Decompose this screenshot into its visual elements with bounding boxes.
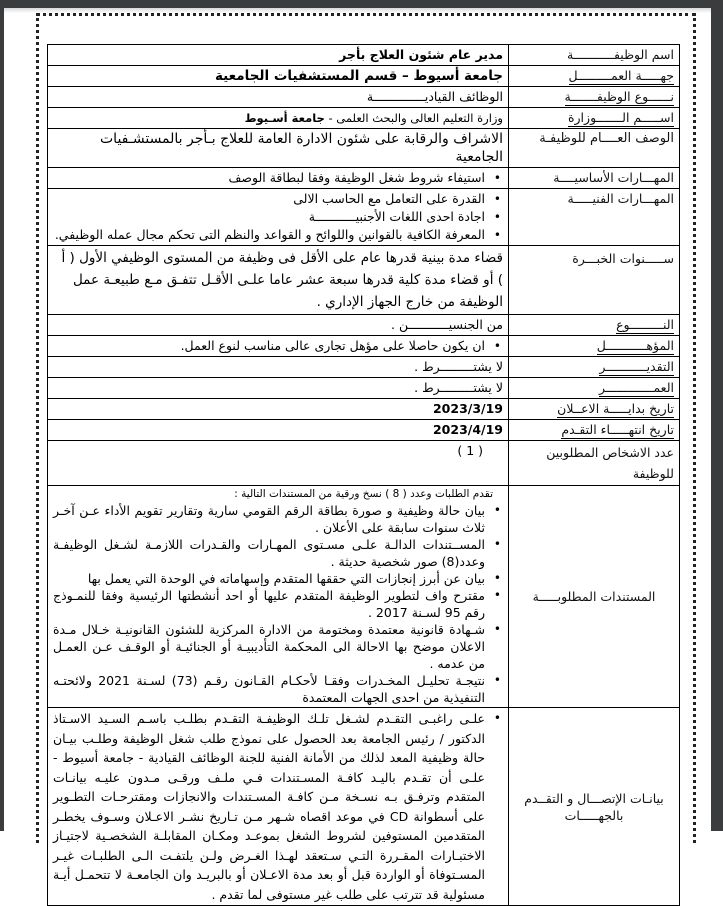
contact-info-value <box>48 708 509 906</box>
age-label-text: العمـــــــــــــر <box>598 380 674 395</box>
gender-label <box>509 315 680 336</box>
viewer-top-bar <box>0 0 723 8</box>
positions-count-value: ( 1 ) <box>48 441 509 486</box>
technical-skills-label: المهـــارات الفنيـــــة <box>509 189 680 246</box>
age-label <box>509 378 680 399</box>
list-item: • نتيجـة تحليـل المخـدرات وفقـا لأحكـام القـانون رقـم (73) لسـنة 2021 ولائحتـه التنفيذية من احدى الجهات المعتمدة <box>53 672 485 706</box>
positions-count-label: عدد الاشخاص المطلوبين للوظيفة <box>509 441 680 486</box>
announcement-start-date: 2023/3/19 <box>48 399 509 420</box>
workplace-label <box>509 66 680 87</box>
contact-info-list <box>53 709 503 904</box>
qualification-value <box>48 336 509 357</box>
row-contact-info <box>48 708 680 906</box>
contact-info-label: بيانـات الإتصـــال و التقــدم بالجهـــــات <box>509 708 680 906</box>
row-workplace <box>48 66 680 87</box>
list-item: • المعرفة الكافية بالقوانين واللوائح و القواعد والنظم التى تحكم مجال عمله الوظيفي. <box>53 226 485 244</box>
job-title-value: مدير عام شئون العلاج بأجر <box>48 45 509 66</box>
grade-value: لا يشتـــــــــرط . <box>48 357 509 378</box>
row-announcement-start <box>48 399 680 420</box>
grade-label-text: التقديـــــــــــر <box>599 359 674 374</box>
row-basic-skills <box>48 168 680 189</box>
ministry-label-text: اســـــم الـــــــوزارة <box>567 110 674 125</box>
list-item: • استيفاء شروط شغل الوظيفة وفقا لبطاقة الوصف <box>53 169 485 187</box>
list-item: • المســتندات الدالـة علـى مسـتوى المهـارات والقـدرات اللازمـة لشـغل الوظيفـة وعدد(8) صور شخصية حديثة . <box>53 536 485 570</box>
row-positions-count <box>48 441 680 486</box>
row-experience <box>48 246 680 315</box>
qualification-label-text: المؤهـــــــــــل <box>596 338 674 353</box>
experience-label: ســـــنوات الخبـــرة <box>509 246 680 315</box>
row-general-description <box>48 129 680 168</box>
application-end-label-text: تاريخ انتهـــــاء التقـدم <box>561 422 674 437</box>
list-item: • مقترح واف لتطوير الوظيفة المتقدم عليها أو احد أنشطتها الرئيسية وفقا للنمـوذج رقم 95 لسـنة 2017 . <box>53 587 485 621</box>
viewer-left-edge <box>0 0 4 831</box>
university-name: جامعة أسـيوط <box>244 111 325 125</box>
basic-skills-list <box>53 169 503 187</box>
application-end-label <box>509 420 680 441</box>
list-item: • علـى راغبـى التقـدم لشـغل تلـك الوظيفـة التقـدم بطلـب باسـم السـيد الاسـتاذ الدكتور / رئيس الجامعة بعد الحصول على نموذج طلب شغل الوظيفة وطلـب بيـان حالة وظيفية المعد لذلك من الأمانة الفنية للجنة الوظائف القيادية - جامعة أسيوط - علـى أن تقـدم باليـد كافـة المسـتندات فـي ملـف ورقـى مـدون عليـه بيانـات المتقدم وترفـق بـه نسـخة مـن كافـة المسـتندات والانجازات ومقترحـات التطـوير على أسطوانة CD في موعد اقصاه شـهر مـن تـاريخ نشـر الاعـلان وسـوف يخطـر المتقدمين المستوفين لشروط الشغل بموعـد ومكـان المقابلـة الشخصـية لاجتيـاز الاختبـارات المقـررة التـي سـتعقد لهـذا الغـرض ولـن يلتفـت الـى الطلبـات غيـر المسـتوفاة أو الواردة قبل أو بعد مدة الاعـلان أو بالبريـد وان الجامعـة لا تتحمـل أيـة مسئولية قد تترتب على طلب غير مستوفى لما تقدم . <box>53 709 485 904</box>
job-type-value: الوظائف القياديــــــــــــــة <box>48 87 509 108</box>
row-age <box>48 378 680 399</box>
job-title-label: اسم الوظيفـــــــــــة <box>509 45 680 66</box>
workplace-label-text: جهـــــة العمـــــــــل <box>568 68 674 83</box>
basic-skills-label: المهـــارات الأساسيــــة <box>509 168 680 189</box>
list-item: • شـهادة قانونية معتمدة ومختومة من الادارة المركزية للشئون القانونيـة خـلال مـدة الاعلان موضح بها الاحالة الى المحكمة التأديبيـة أو الجنائيـة أو الوقـف عـن العمـل من عدمه . <box>53 621 485 672</box>
row-technical-skills <box>48 189 680 246</box>
list-item: • ان يكون حاصلا على مؤهل تجارى عالى مناسب لنوع العمل. <box>53 337 485 355</box>
gender-label-text: النـــــــــوع <box>616 317 674 332</box>
list-item: • بيان عن أبرز إنجازات التي حققها المتقدم وإسهاماته في الوحدة التي يعمل بها <box>53 570 485 587</box>
job-type-label-text: نــــــوع الوظيفـــــــة <box>564 89 674 104</box>
technical-skills-value <box>48 189 509 246</box>
technical-skills-list <box>53 190 503 244</box>
ministry-value <box>48 108 509 129</box>
row-ministry <box>48 108 680 129</box>
job-announcement-table <box>47 44 680 906</box>
qualification-label <box>509 336 680 357</box>
list-item: • بيان حالة وظيفية و صورة بطاقة الرقم القومي سارية وتقارير تقويم الأداء عـن آخـر ثلاث سنوات سابقة على الأعلان . <box>53 502 485 536</box>
application-end-date: 2023/4/19 <box>48 420 509 441</box>
required-documents-list <box>53 502 503 706</box>
qualification-list <box>53 337 503 355</box>
row-job-type <box>48 87 680 108</box>
general-description-value: الاشراف والرقابة على شئون الادارة العامة للعلاج بـأجر بالمستشـفيات الجامعية <box>48 129 509 168</box>
workplace-value: جامعة أسيوط – قسم المستشفيات الجامعية <box>48 66 509 87</box>
announcement-start-label <box>509 399 680 420</box>
ministry-name: وزارة التعليم العالى والبحث العلمى - <box>324 111 503 125</box>
age-value: لا يشتـــــــــرط . <box>48 378 509 399</box>
row-gender <box>48 315 680 336</box>
general-description-label: الوصف العــــام للوظيفـة <box>509 129 680 168</box>
job-type-label <box>509 87 680 108</box>
row-required-documents <box>48 486 680 708</box>
row-qualification <box>48 336 680 357</box>
experience-value: قضاء مدة بينية قدرها عام على الأقل فى وظيفة من المستوى الوظيفي الأول ( أ ) أو قضاء مدة كلية قدرها سبعة عشر عاما علـى الأقـل تتفـق مـع طبيعـة عمل الوظيفة من خارج الجهاز الإداري . <box>48 246 509 315</box>
row-grade <box>48 357 680 378</box>
list-item: • اجادة احدى اللغات الأجنبيـــــــــــة <box>53 208 485 226</box>
row-job-title <box>48 45 680 66</box>
grade-label <box>509 357 680 378</box>
gender-value: من الجنسيـــــــــــن . <box>48 315 509 336</box>
required-documents-value <box>48 486 509 708</box>
basic-skills-value <box>48 168 509 189</box>
announcement-start-label-text: تاريخ بدايـــــة الاعــلان <box>557 401 674 416</box>
list-item: • القدرة على التعامل مع الحاسب الالى <box>53 190 485 208</box>
required-documents-intro: تقدم الطلبات وعدد ( 8 ) نسخ ورقية من المستندات التالية : <box>234 488 493 500</box>
ministry-label <box>509 108 680 129</box>
required-documents-label: المستندات المطلوبـــــة <box>509 486 680 708</box>
viewer-scrollbar[interactable] <box>711 0 723 831</box>
row-application-end <box>48 420 680 441</box>
